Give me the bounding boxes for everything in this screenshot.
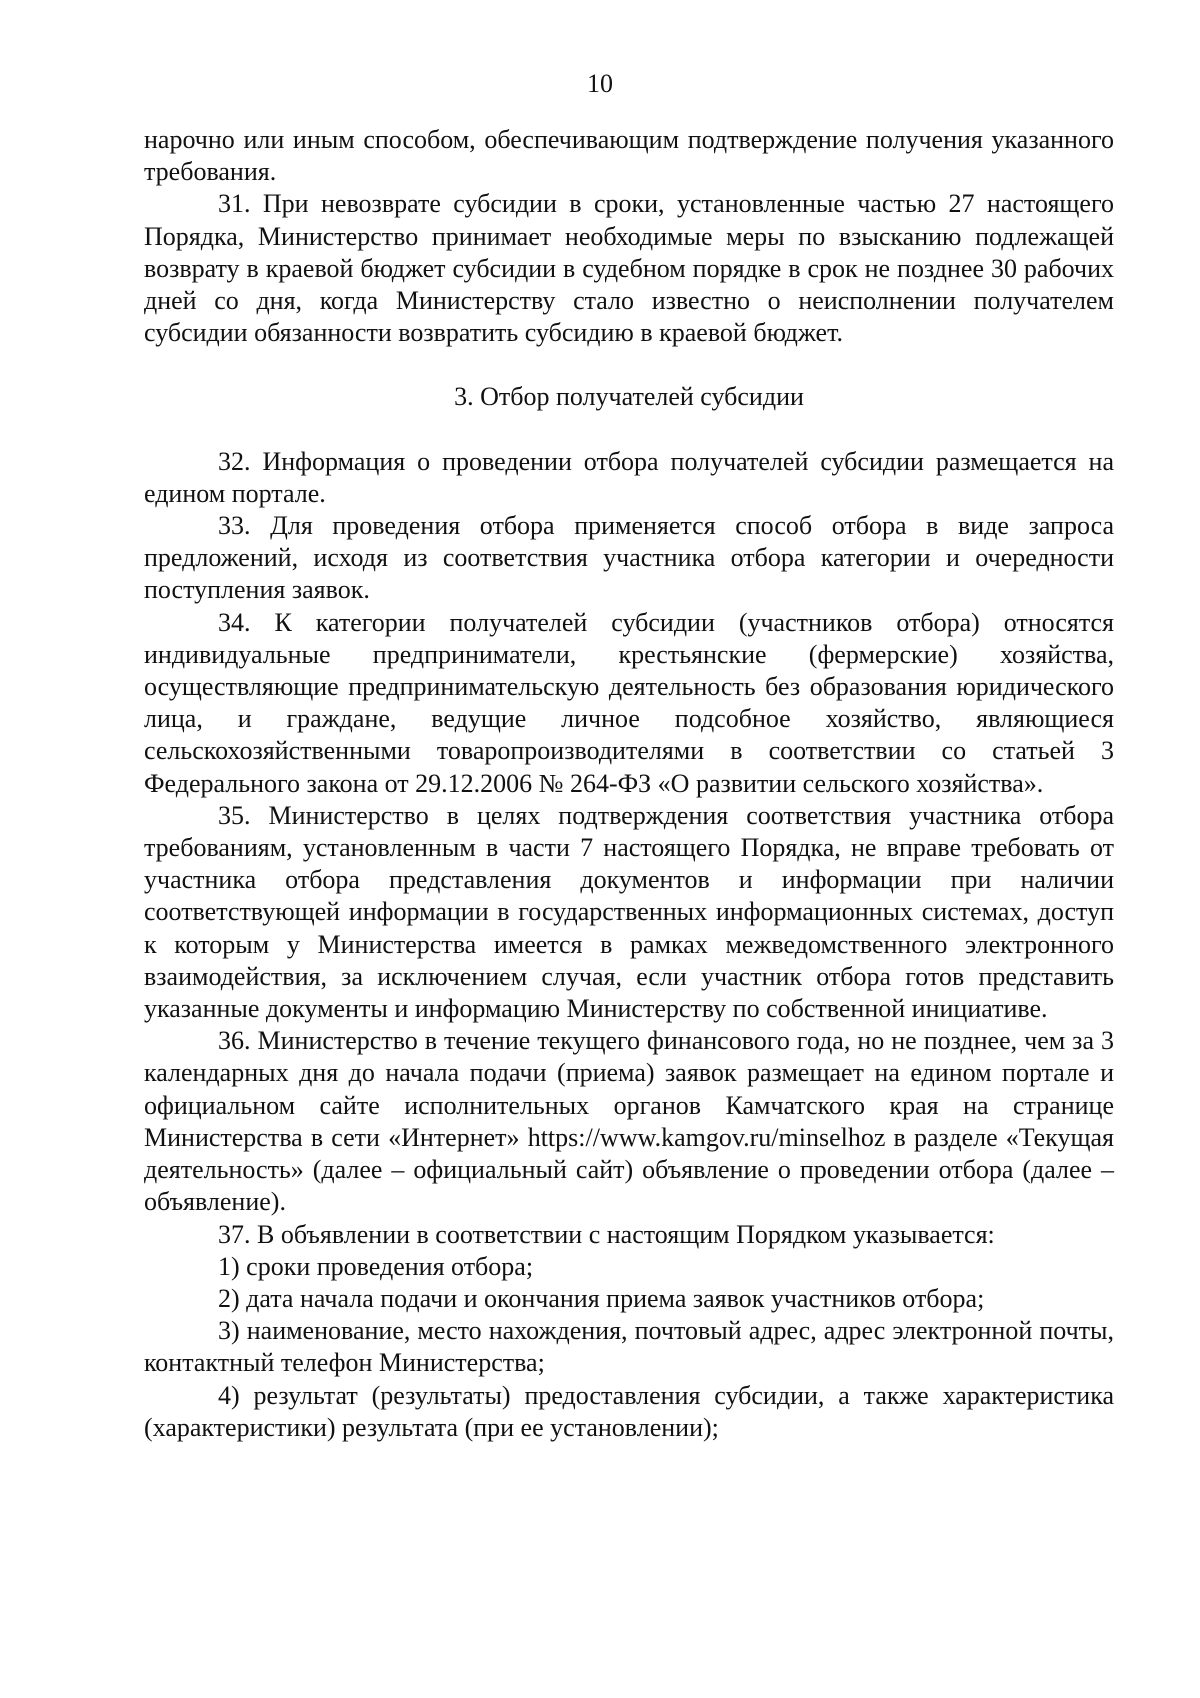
paragraph-33: 33. Для проведения отбора применяется способ отбора в виде запроса предложений, исходя из соответствия участника отбора категории и очередности поступления заявок. bbox=[144, 511, 1114, 605]
paragraph-34: 34. К категории получателей субсидии (участников отбора) относятся индивидуальные предприниматели, крестьянские (фермерские) хозяйства, осуществляющие предпринимательскую деятельность без образования юридического лица, и граждане, ведущие личное подсобное хозяйство, являющиеся сельскохозяйственными товаропроизводителями в соответствии со статьей 3 Федерального закона от 29.12.2006 № 264-ФЗ «О развитии сельского хозяйства». bbox=[144, 607, 1114, 798]
document-body bbox=[144, 124, 1114, 1444]
list-item-3: 3) наименование, место нахождения, почтовый адрес, адрес электронной почты, контактный телефон Министерства; bbox=[144, 1316, 1114, 1378]
list-item-4: 4) результат (результаты) предоставления субсидии, а также характеристика (характеристики) результата (при ее установлении); bbox=[144, 1380, 1114, 1442]
page-number: 10 bbox=[587, 69, 613, 98]
paragraph-37: 37. В объявлении в соответствии с настоящим Порядком указывается: bbox=[218, 1219, 995, 1249]
paragraph-35: 35. Министерство в целях подтверждения соответствия участника отбора требованиям, установленным в части 7 настоящего Порядка, не вправе требовать от участника отбора представления документов и информации при наличии соответствующей информации в государственных информационных системах, доступ к которым у Министерства имеется в рамках межведомственного электронного взаимодействия, за исключением случая, если участник отбора готов представить указанные документы и информацию Министерству по собственной инициативе. bbox=[144, 800, 1114, 1024]
paragraph-36: 36. Министерство в течение текущего финансового года, но не позднее, чем за 3 календарных дня до начала подачи (приема) заявок размещает на едином портале и официальном сайте исполнительных органов Камчатского края на странице Министерства в сети «Интернет» https://www.kamgov.ru/minselhoz в разделе «Текущая деятельность» (далее – официальный сайт) объявление о проведении отбора (далее – объявление). bbox=[144, 1026, 1114, 1217]
paragraph-32: 32. Информация о проведении отбора получателей субсидии размещается на едином портале. bbox=[144, 446, 1114, 508]
paragraph-continuation: нарочно или иным способом, обеспечивающим подтверждение получения указанного требования. bbox=[144, 125, 1114, 187]
section-heading: 3. Отбор получателей субсидии bbox=[454, 382, 804, 412]
paragraph-31: 31. При невозврате субсидии в сроки, установленные частью 27 настоящего Порядка, Министерство принимает необходимые меры по взысканию подлежащей возврату в краевой бюджет субсидии в судебном порядке в срок не позднее 30 рабочих дней со дня, когда Министерству стало известно о неисполнении получателем субсидии обязанности возвратить субсидию в краевой бюджет. bbox=[144, 189, 1114, 348]
list-item-2: 2) дата начала подачи и окончания приема заявок участников отбора; bbox=[218, 1283, 985, 1313]
list-item-1: 1) сроки проведения отбора; bbox=[218, 1251, 534, 1281]
